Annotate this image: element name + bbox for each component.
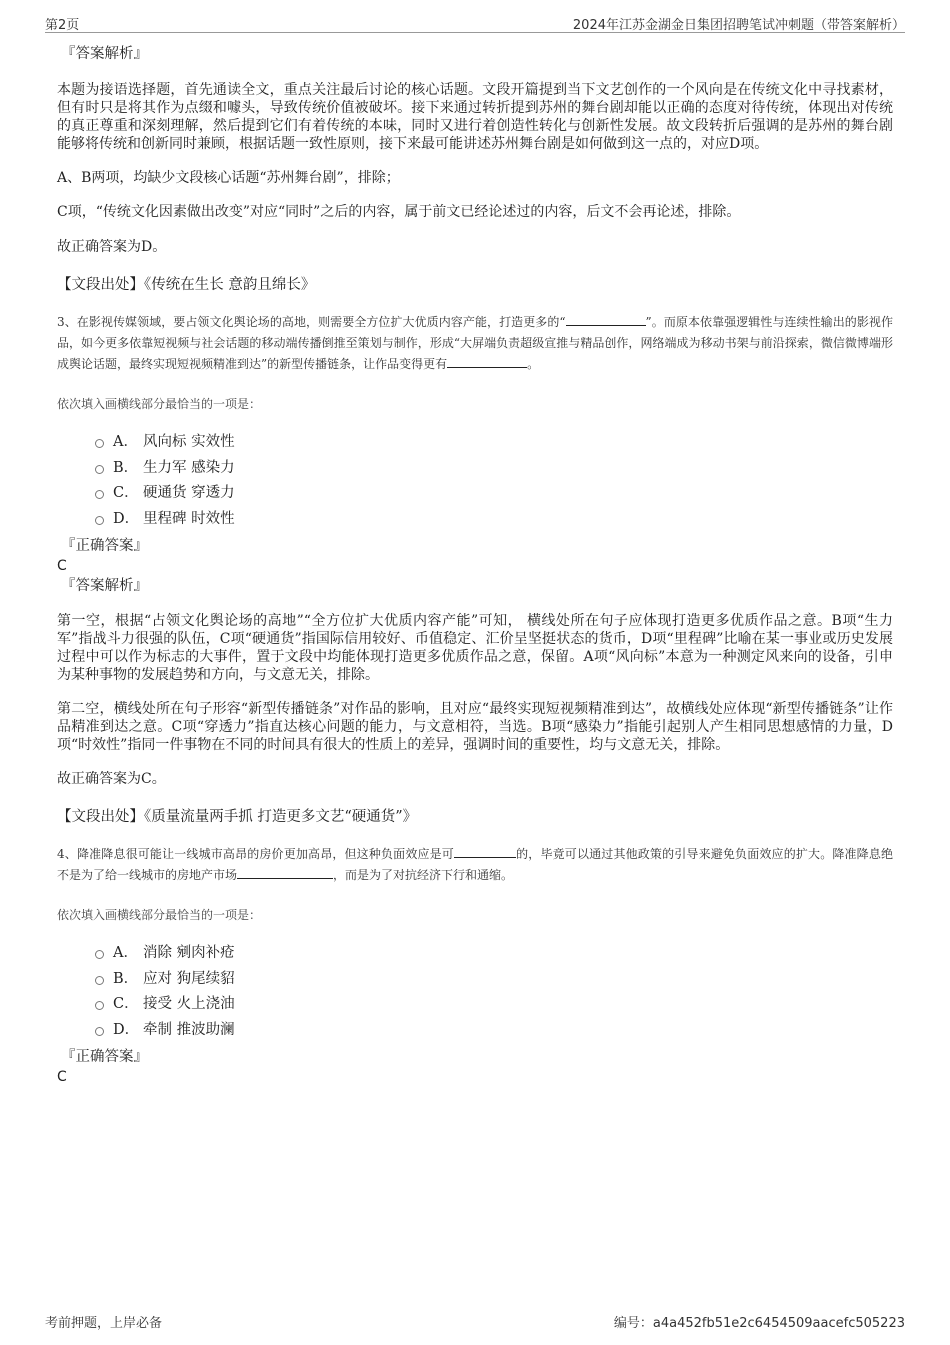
page-header [45, 12, 905, 33]
source-citation: 【文段出处】《传统在生长 意韵且绵长》 [57, 277, 316, 293]
analysis-paragraph: A、B两项，均缺少文段核心话题“苏州舞台剧”，排除； [57, 170, 400, 186]
correct-answer-label: 『正确答案』 [61, 538, 148, 554]
radio-icon[interactable] [95, 976, 104, 985]
option-d[interactable]: D． 里程碑 时效性 [95, 505, 893, 531]
document-title: 2024年江苏金湖金日集团招聘笔试冲刺题（带答案解析） [572, 18, 905, 33]
radio-icon[interactable] [95, 439, 104, 448]
document-id: 编号：a4a452fb51e2c6454509aacefc505223 [613, 1316, 905, 1331]
correct-answer: C [57, 558, 67, 574]
option-a[interactable]: A． 风向标 实效性 [95, 428, 893, 454]
analysis-conclusion: 故正确答案为C。 [57, 771, 166, 787]
answer-blank [566, 313, 646, 326]
question-prompt: 依次填入画横线部分最恰当的一项是： [57, 908, 262, 922]
option-c[interactable]: C． 接受 火上浇油 [95, 990, 893, 1016]
answer-blank [237, 866, 333, 879]
options-list [95, 939, 893, 1041]
radio-icon[interactable] [95, 1001, 104, 1010]
analysis-paragraph: 本题为接语选择题，首先通读全文，重点关注最后讨论的核心话题。文段开篇提到当下文艺创作的一个风向是在传统文化中寻找素材，但有时只是将其作为点缀和噱头，导致传统价值被破坏。接下来通过转折提到苏州的舞台剧却能以正确的态度对待传统，体现出对传统的真正尊重和深刻理解，然后提到它们有着传统的本味，同时又进行着创造性转化与创新性发展。故文段转折后强调的是苏州的舞台剧能够将传统和创新同时兼顾，根据话题一致性原则，接下来最可能讲述苏州舞台剧是如何做到这一点的，对应D项。 [57, 82, 893, 152]
analysis-paragraph: C项，“传统文化因素做出改变”对应“同时”之后的内容，属于前文已经论述过的内容，后文不会再论述，排除。 [57, 204, 741, 220]
option-d[interactable]: D． 牵制 推波助澜 [95, 1016, 893, 1042]
analysis-label: 『答案解析』 [61, 46, 148, 62]
option-c[interactable]: C． 硬通货 穿透力 [95, 479, 893, 505]
question-3-text: 3、在影视传媒领域，要占领文化舆论场的高地，则需要全方位扩大优质内容产能，打造更多的“ ”。而原本依靠强逻辑性与连续性输出的影视作品，如今更多依靠短视频与社会话题的移动端传播倒推至策划与制作，形成“大屏端负责超级宣推与精品创作，网络端成为移动书架与前沿探索，微信微博端形成舆论话题，最终实现短视频精准到达”的新型传播链条，让作品变得更有 。 [57, 315, 893, 371]
option-b[interactable]: B． 应对 狗尾续貂 [95, 965, 893, 991]
page-content [57, 44, 893, 1087]
correct-answer-label: 『正确答案』 [61, 1049, 148, 1065]
options-list [95, 428, 893, 530]
question-prompt: 依次填入画横线部分最恰当的一项是： [57, 397, 262, 411]
source-citation: 【文段出处】《质量流量两手抓 打造更多文艺“硬通货”》 [57, 809, 418, 825]
correct-answer: C [57, 1069, 67, 1085]
radio-icon[interactable] [95, 950, 104, 959]
question-4-text: 4、降准降息很可能让一线城市高昂的房价更加高昂，但这种负面效应是可 的，毕竟可以通过其他政策的引导来避免负面效应的扩大。降准降息绝不是为了给一线城市的房地产市场 ，而是为了对抗经济下行和通缩。 [57, 847, 893, 882]
radio-icon[interactable] [95, 490, 104, 499]
answer-blank [447, 355, 527, 368]
analysis-paragraph: 第二空，横线处所在句子形容“新型传播链条”对作品的影响，且对应“最终实现短视频精准到达”，故横线处应体现“新型传播链条”让作品精准到达之意。C项“穿透力”指直达核心问题的能力，与文意相符，当选。B项“感染力”指能引起别人产生相同思想感情的力量，D项“时效性”指同一件事物在不同的时间具有很大的性质上的差异，强调时间的重要性，均与文意无关，排除。 [57, 701, 893, 753]
analysis-paragraph: 第一空，根据“占领文化舆论场的高地”“全方位扩大优质内容产能”可知， 横线处所在句子应体现打造更多优质作品之意。B项“生力军”指战斗力很强的队伍，C项“硬通货”指国际信用较好、币值稳定、汇价呈坚挺状态的货币，D项“里程碑”比喻在某一事业或历史发展过程中可以作为标志的大事件，置于文段中均能体现打造更多优质作品之意，保留。A项“风向标”本意为一种测定风来向的设备，引申为某种事物的发展趋势和方向，与文意无关，排除。 [57, 613, 893, 683]
analysis-conclusion: 故正确答案为D。 [57, 239, 167, 255]
footer-slogan: 考前押题，上岸必备 [45, 1316, 163, 1331]
radio-icon[interactable] [95, 516, 104, 525]
page-footer [45, 1312, 905, 1332]
answer-blank [454, 845, 516, 858]
option-a[interactable]: A． 消除 剜肉补疮 [95, 939, 893, 965]
analysis-label: 『答案解析』 [61, 578, 148, 594]
option-b[interactable]: B． 生力军 感染力 [95, 454, 893, 480]
page-number: 第2页 [45, 18, 80, 33]
radio-icon[interactable] [95, 465, 104, 474]
radio-icon[interactable] [95, 1027, 104, 1036]
